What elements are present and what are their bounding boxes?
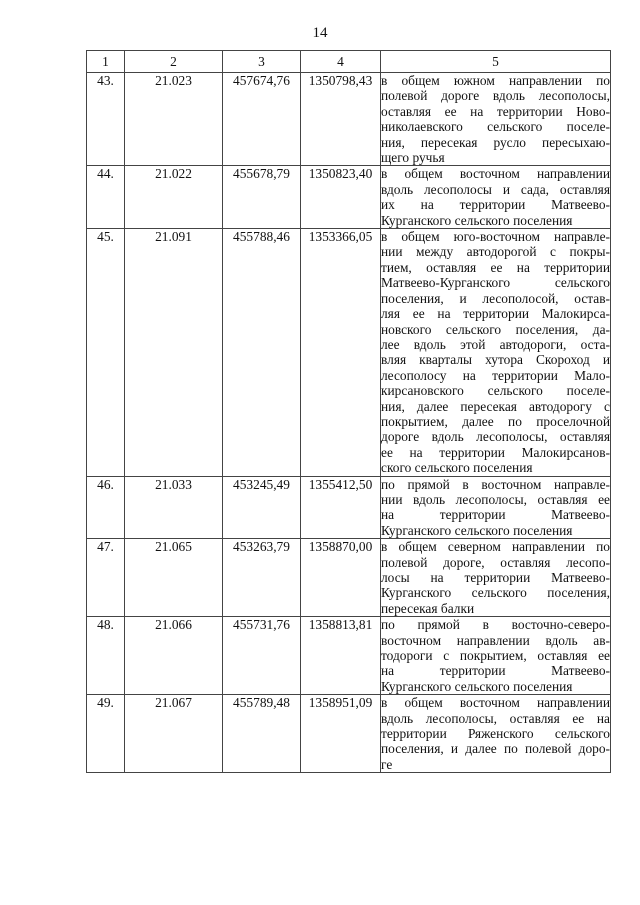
column-header-2: 2 — [125, 51, 223, 73]
description-line: ского сельского поселения — [381, 460, 533, 476]
description-line: на территории Матвеево- — [381, 507, 610, 523]
description-line: ее на территории Малокирсанов- — [381, 444, 610, 460]
description-cell — [381, 476, 611, 539]
table-row — [87, 476, 611, 539]
description-line: в общем южном направлении по — [381, 73, 610, 88]
x-coordinate-cell: 457674,76 — [223, 73, 301, 166]
table-row — [87, 617, 611, 695]
column-header-4: 4 — [301, 51, 381, 73]
description-line: Курганского сельского поселения — [381, 678, 573, 694]
description-line: Курганского сельского поселения — [381, 212, 573, 228]
description-line: тием, оставляя ее на территории — [381, 259, 610, 275]
point-code-cell: 21.022 — [125, 166, 223, 229]
description-line: восточном направлении вдоль ав- — [381, 632, 610, 648]
x-coordinate-cell: 455731,76 — [223, 617, 301, 695]
row-number-cell: 47. — [87, 539, 125, 617]
description-cell — [381, 539, 611, 617]
description-cell — [381, 73, 611, 166]
boundary-table — [86, 50, 611, 773]
y-coordinate-cell: 1350798,43 — [301, 73, 381, 166]
description-line: полевой дороге вдоль лесополосы, — [381, 88, 610, 104]
table-row — [87, 695, 611, 773]
point-code-cell: 21.066 — [125, 617, 223, 695]
description-line: Курганского сельского поселения — [381, 522, 573, 538]
description-cell — [381, 229, 611, 477]
description-line: щего ручья — [381, 150, 445, 166]
point-code-cell: 21.065 — [125, 539, 223, 617]
description-line: вдоль лесополосы и сада, оставляя — [381, 181, 610, 197]
description-line: Матвеево-Курганского сельского — [381, 275, 610, 291]
description-line: тодороги с покрытием, оставляя ее — [381, 648, 610, 664]
point-code-cell: 21.091 — [125, 229, 223, 477]
column-header-3: 3 — [223, 51, 301, 73]
row-number-cell: 43. — [87, 73, 125, 166]
description-line: новского сельского поселения, да- — [381, 321, 610, 337]
column-header-5: 5 — [381, 51, 611, 73]
description-cell — [381, 695, 611, 773]
description-line: нии между автодорогой с покры- — [381, 244, 610, 260]
x-coordinate-cell: 455678,79 — [223, 166, 301, 229]
description-line: на территории Матвеево- — [381, 663, 610, 679]
description-line: николаевского сельского поселе- — [381, 119, 610, 135]
description-line: Курганского сельского поселения, — [381, 585, 610, 601]
description-line: дороге вдоль лесополосы, оставляя — [381, 429, 610, 445]
description-line: ния, пересекая русло пересыхаю- — [381, 134, 610, 150]
point-code-cell: 21.023 — [125, 73, 223, 166]
description-line: нии вдоль лесополосы, оставляя ее — [381, 491, 610, 507]
description-line: по прямой в восточном направле- — [381, 476, 610, 492]
description-line: ния, далее пересекая автодорогу с — [381, 398, 610, 414]
row-number-cell: 49. — [87, 695, 125, 773]
description-line: покрытием, далее по проселочной — [381, 413, 610, 429]
description-line: по прямой в восточно-северо- — [381, 617, 610, 633]
description-cell — [381, 166, 611, 229]
point-code-cell: 21.033 — [125, 476, 223, 539]
table-body — [87, 73, 611, 773]
description-line: лесополосу на территории Мало- — [381, 367, 610, 383]
row-number-cell: 48. — [87, 617, 125, 695]
description-line: лее вдоль этой автодороги, оста- — [381, 336, 610, 352]
column-header-1: 1 — [87, 51, 125, 73]
y-coordinate-cell: 1358951,09 — [301, 695, 381, 773]
table-row — [87, 166, 611, 229]
x-coordinate-cell: 455789,48 — [223, 695, 301, 773]
y-coordinate-cell: 1350823,40 — [301, 166, 381, 229]
description-line: ге — [381, 756, 393, 772]
description-line: их на территории Матвеево- — [381, 197, 610, 213]
row-number-cell: 45. — [87, 229, 125, 477]
description-line: вдоль лесополосы, оставляя ее на — [381, 710, 610, 726]
description-line: в общем восточном направлении — [381, 695, 610, 711]
description-line: в общем юго-восточном направле- — [381, 229, 610, 245]
description-line: поселения, и лесополосой, остав- — [381, 290, 610, 306]
table-row — [87, 229, 611, 477]
description-line: ляя ее на территории Малокирса- — [381, 306, 610, 322]
page-number: 14 — [312, 25, 328, 41]
description-line: территории Ряженского сельского — [381, 726, 610, 742]
y-coordinate-cell: 1355412,50 — [301, 476, 381, 539]
description-line: в общем северном направлении по — [381, 539, 610, 555]
description-line: оставляя ее на территории Ново- — [381, 103, 610, 119]
y-coordinate-cell: 1353366,05 — [301, 229, 381, 477]
description-line: лосы на территории Матвеево- — [381, 570, 610, 585]
x-coordinate-cell: 455788,46 — [223, 229, 301, 477]
description-line: полевой дороге, оставляя лесопо- — [381, 554, 610, 570]
x-coordinate-cell: 453263,79 — [223, 539, 301, 617]
row-number-cell: 44. — [87, 166, 125, 229]
description-cell — [381, 617, 611, 695]
x-coordinate-cell: 453245,49 — [223, 476, 301, 539]
description-line: поселения, и далее по полевой доро- — [381, 741, 610, 757]
description-line: вляя кварталы хутора Скороход и — [381, 352, 610, 368]
table-row — [87, 73, 611, 166]
y-coordinate-cell: 1358813,81 — [301, 617, 381, 695]
point-code-cell: 21.067 — [125, 695, 223, 773]
row-number-cell: 46. — [87, 476, 125, 539]
y-coordinate-cell: 1358870,00 — [301, 539, 381, 617]
table-row — [87, 539, 611, 617]
description-line: пересекая балки — [381, 600, 475, 616]
description-line: в общем восточном направлении — [381, 166, 610, 182]
table-header-row — [87, 51, 611, 73]
description-line: кирсановского сельского поселе- — [381, 383, 610, 399]
